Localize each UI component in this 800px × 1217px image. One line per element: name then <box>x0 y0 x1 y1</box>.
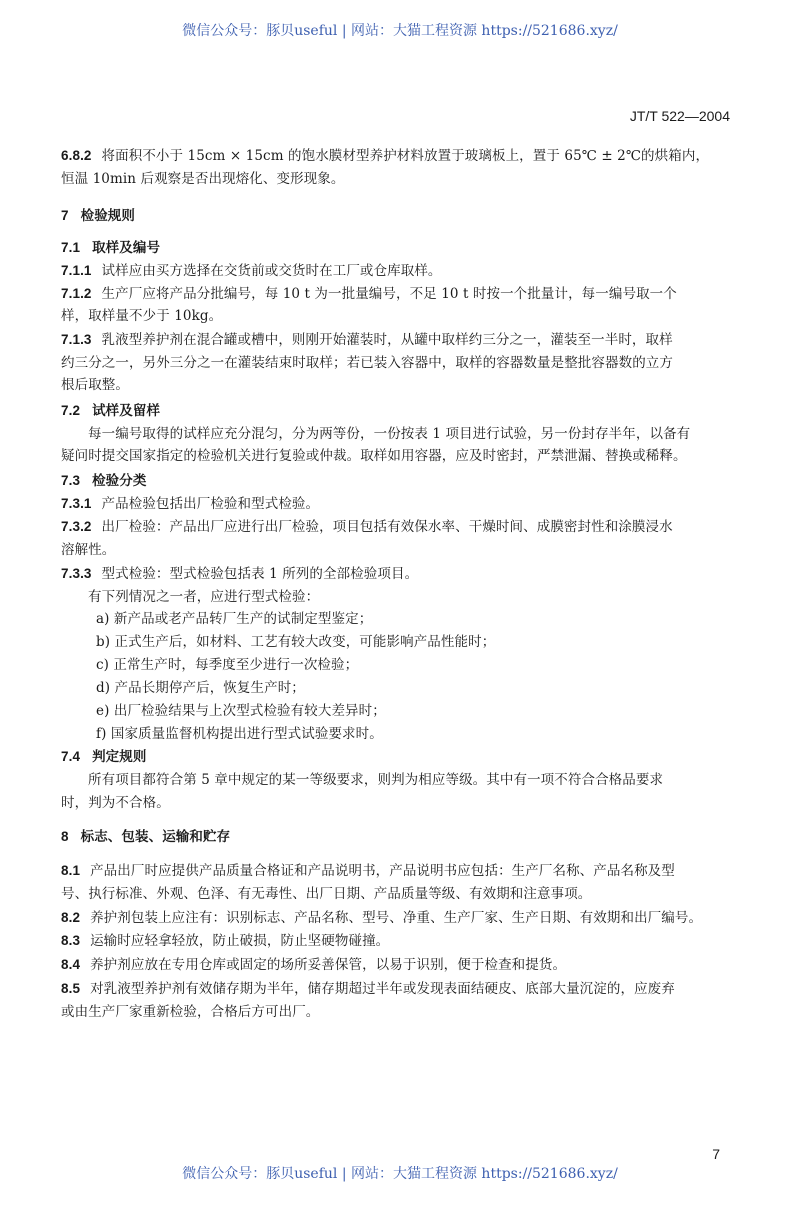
section-title: 判定规则 <box>92 749 147 765</box>
clause-number: 8.1 <box>61 863 81 878</box>
clause-text: 号、执行标准、外观、色泽、有无毒性、出厂日期、产品质量等级、有效期和注意事项。 <box>61 886 592 902</box>
section-number: 7 <box>61 208 69 223</box>
clause-7-1-2 <box>61 285 677 303</box>
clause-number: 8.4 <box>61 957 81 972</box>
text-line <box>61 885 591 903</box>
text-line <box>61 541 115 559</box>
clause-7-1-3 <box>61 331 673 349</box>
clause-text: 溶解性。 <box>61 542 116 558</box>
section-number: 7.3 <box>61 473 81 488</box>
list-item <box>96 725 383 743</box>
clause-8-1 <box>61 862 675 880</box>
document-code: JT/T 522—2004 <box>629 108 730 124</box>
clause-number: 7.1.3 <box>61 332 92 347</box>
paragraph-text: 时，判为不合格。 <box>61 795 170 811</box>
clause-text: 产品出厂时应提供产品质量合格证和产品说明书，产品说明书应包括：生产厂名称、产品名称及型 <box>90 863 675 879</box>
section-title: 标志、包装、运输和贮存 <box>80 829 231 845</box>
clause-text: 样，取样量不少于 10kg。 <box>61 308 223 324</box>
clause-number: 7.3.3 <box>61 566 92 581</box>
clause-7-3-1 <box>61 495 319 513</box>
subsection-heading-7-2 <box>61 402 160 420</box>
clause-8-5 <box>61 980 675 998</box>
list-item-text: a) 新产品或老产品转厂生产的试制定型鉴定； <box>96 611 373 627</box>
paragraph-text: 每一编号取得的试样应充分混匀，分为两等份，一份按表 1 项目进行试验，另一份封存半年，以备有 <box>88 426 691 442</box>
clause-text: 约三分之一，另外三分之一在灌装结束时取样；若已装入容器中，取样的容器数量是整批容器数的立方 <box>61 355 673 371</box>
clause-text: 养护剂包装上应注有：识别标志、产品名称、型号、净重、生产厂家、生产日期、有效期和出厂编号。 <box>90 910 703 926</box>
clause-text: 运输时应轻拿轻放，防止破损，防止坚硬物碰撞。 <box>90 933 390 949</box>
clause-text: 乳液型养护剂在混合罐或槽中，则刚开始灌装时，从罐中取样约三分之一，灌装至一半时，取样 <box>101 332 673 348</box>
text-line <box>61 170 344 188</box>
paragraph-text: 所有项目都符合第 5 章中规定的某一等级要求，则判为相应等级。其中有一项不符合合格品要求 <box>88 772 664 788</box>
list-item <box>96 656 358 674</box>
paragraph-text: 疑问时提交国家指定的检验机关进行复验或仲裁。取样如用容器，应及时密封，严禁泄漏、替换或稀释。 <box>61 448 687 464</box>
paragraph-text: 有下列情况之一者，应进行型式检验： <box>88 589 320 605</box>
section-number: 8 <box>61 829 69 844</box>
clause-number: 8.5 <box>61 981 81 996</box>
clause-text: 试样应由买方选择在交货前或交货时在工厂或仓库取样。 <box>101 263 442 279</box>
watermark-top: 微信公众号：豚贝useful | 网站：大猫工程资源 https://521686.xyz/ <box>182 23 618 39</box>
clause-text: 养护剂应放在专用仓库或固定的场所妥善保管，以易于识别，便于检查和提货。 <box>90 957 567 973</box>
clause-text: 对乳液型养护剂有效储存期为半年，储存期超过半年或发现表面结硬皮、底部大量沉淀的，应废弃 <box>90 981 675 997</box>
clause-text: 出厂检验：产品出厂应进行出厂检验，项目包括有效保水率、干燥时间、成膜密封性和涂膜浸水 <box>101 519 673 535</box>
list-item <box>96 702 386 720</box>
clause-number: 7.3.1 <box>61 496 92 511</box>
list-item <box>96 610 372 628</box>
clause-7-3-2 <box>61 518 673 536</box>
list-item-text: c) 正常生产时，每季度至少进行一次检验； <box>96 657 359 673</box>
clause-7-3-3 <box>61 565 418 583</box>
clause-number: 8.3 <box>61 933 81 948</box>
text-line <box>88 771 663 789</box>
clause-text: 恒温 10min 后观察是否出现熔化、变形现象。 <box>61 171 345 187</box>
clause-text: 将面积不小于 15cm × 15cm 的饱水膜材型养护材料放置于玻璃板上，置于 65℃ ± 2℃的烘箱内， <box>101 148 710 164</box>
text-line <box>61 307 222 325</box>
clause-8-3 <box>61 932 389 950</box>
section-title: 检验分类 <box>92 473 147 489</box>
clause-number: 7.1.1 <box>61 263 92 278</box>
clause-7-1-1 <box>61 262 442 280</box>
list-item <box>96 679 305 697</box>
text-line <box>61 1003 319 1021</box>
subsection-heading-7-1 <box>61 239 160 257</box>
subsection-heading-7-3 <box>61 472 146 490</box>
clause-text: 根后取整。 <box>61 377 129 393</box>
section-heading-8 <box>61 828 230 846</box>
text-line <box>88 588 319 606</box>
section-title: 检验规则 <box>80 208 136 224</box>
text-line <box>88 425 690 443</box>
clause-8-4 <box>61 956 566 974</box>
text-line <box>61 447 687 465</box>
text-line <box>61 376 129 394</box>
section-number: 7.1 <box>61 240 81 255</box>
clause-number: 6.8.2 <box>61 148 92 163</box>
clause-text: 或由生产厂家重新检验，合格后方可出厂。 <box>61 1004 320 1020</box>
list-item-text: f) 国家质量监督机构提出进行型式试验要求时。 <box>96 726 383 742</box>
clause-text: 生产厂应将产品分批编号，每 10 t 为一批量编号，不足 10 t 时按一个批量计，每一编号取一个 <box>101 286 677 302</box>
list-item-text: d) 产品长期停产后，恢复生产时； <box>96 680 305 696</box>
clause-8-2 <box>61 909 702 927</box>
subsection-heading-7-4 <box>61 748 146 766</box>
section-title: 试样及留样 <box>92 403 161 419</box>
clause-number: 7.3.2 <box>61 519 92 534</box>
clause-6-8-2 <box>61 147 709 165</box>
text-line <box>61 354 673 372</box>
section-heading-7 <box>61 207 135 225</box>
list-item <box>96 633 495 651</box>
clause-number: 7.1.2 <box>61 286 92 301</box>
clause-number: 8.2 <box>61 910 81 925</box>
list-item-text: e) 出厂检验结果与上次型式检验有较大差异时； <box>96 703 386 719</box>
clause-text: 产品检验包括出厂检验和型式检验。 <box>101 496 320 512</box>
section-title: 取样及编号 <box>92 240 161 256</box>
page-number: 7 <box>712 1146 720 1162</box>
clause-text: 型式检验：型式检验包括表 1 所列的全部检验项目。 <box>101 566 419 582</box>
text-line <box>61 794 170 812</box>
watermark-bottom: 微信公众号：豚贝useful | 网站：大猫工程资源 https://521686.xyz/ <box>182 1166 618 1182</box>
section-number: 7.4 <box>61 749 81 764</box>
list-item-text: b) 正式生产后，如材料、工艺有较大改变，可能影响产品性能时； <box>96 634 496 650</box>
section-number: 7.2 <box>61 403 81 418</box>
